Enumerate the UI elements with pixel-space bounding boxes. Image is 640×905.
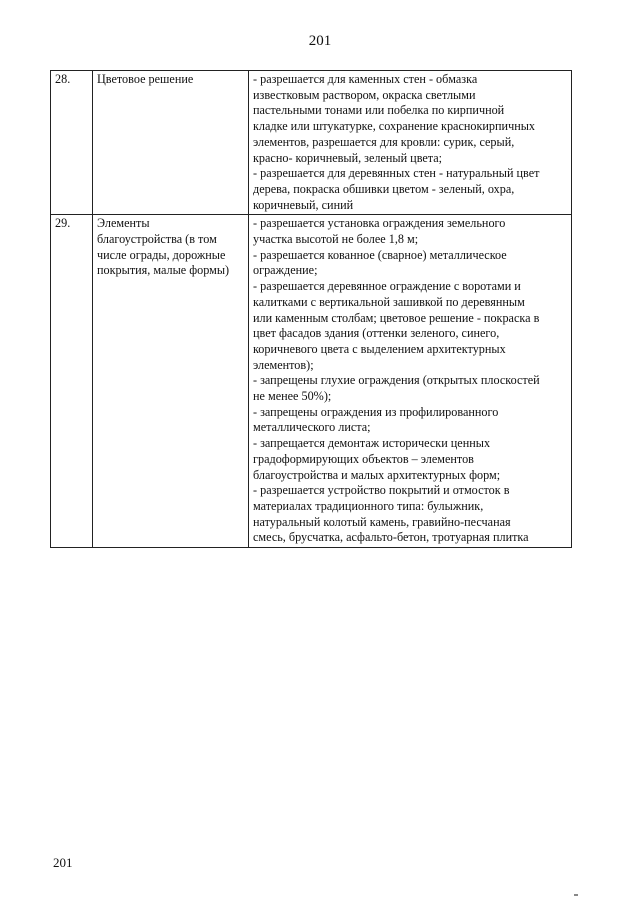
requirement-line: смесь, брусчатка, асфальто-бетон, тротуарная плитка bbox=[253, 530, 529, 545]
requirement-line: благоустройства и малых архитектурных форм; bbox=[253, 467, 501, 482]
row-requirements bbox=[249, 215, 572, 548]
requirement-line: калитками с вертикальной зашивкой по деревянным bbox=[253, 294, 525, 309]
row-title-line: покрытия, малые формы) bbox=[97, 263, 230, 278]
row-number: 29. bbox=[51, 215, 93, 548]
row-number: 28. bbox=[51, 71, 93, 215]
requirement-line: коричневого цвета с выделением архитектурных bbox=[253, 341, 506, 356]
table-body bbox=[51, 71, 572, 548]
scan-speck bbox=[574, 894, 578, 896]
table-row bbox=[51, 71, 572, 215]
requirement-line: элементов); bbox=[253, 357, 314, 372]
requirement-line: - разрешается установка ограждения земельного bbox=[253, 216, 506, 231]
requirement-line: - разрешается для каменных стен - обмазка bbox=[253, 72, 478, 86]
requirement-line: градоформирующих объектов – элементов bbox=[253, 451, 474, 466]
requirements-table bbox=[50, 70, 572, 548]
requirement-line: красно- коричневый, зеленый цвета; bbox=[253, 150, 443, 165]
page-number-bottom: 201 bbox=[53, 855, 73, 870]
requirement-line: элементов, разрешается для кровли: сурик, серый, bbox=[253, 134, 515, 149]
page-number-top: 201 bbox=[308, 33, 332, 49]
requirement-line: пастельными тонами или побелка по кирпичной bbox=[253, 103, 505, 118]
table-row bbox=[51, 215, 572, 548]
requirement-line: металлического листа; bbox=[253, 420, 371, 435]
requirement-line: - разрешается для деревянных стен - натуральный цвет bbox=[253, 166, 540, 181]
row-title-line: числе ограды, дорожные bbox=[97, 247, 226, 262]
requirement-line: известковым раствором, окраска светлыми bbox=[253, 87, 476, 102]
requirement-line: ограждение; bbox=[253, 263, 318, 278]
requirement-line: или каменным столбам; цветовое решение - покраска в bbox=[253, 310, 540, 325]
row-requirements bbox=[249, 71, 572, 215]
requirement-line: - разрешается устройство покрытий и отмосток в bbox=[253, 483, 510, 498]
row-title-line: Цветовое решение bbox=[97, 72, 194, 86]
requirement-line: - запрещены глухие ограждения (открытых плоскостей bbox=[253, 373, 540, 388]
requirement-line: материалах традиционного типа: булыжник, bbox=[253, 498, 484, 513]
requirement-line: коричневый, синий bbox=[253, 197, 354, 212]
requirement-line: дерева, покраска обшивки цветом - зеленый, охра, bbox=[253, 181, 515, 196]
requirement-line: - разрешается деревянное ограждение с воротами и bbox=[253, 279, 521, 294]
requirement-line: кладке или штукатурке, сохранение краснокирпичных bbox=[253, 119, 536, 134]
requirement-line: - запрещается демонтаж исторически ценных bbox=[253, 436, 491, 451]
requirement-line: цвет фасадов здания (оттенки зеленого, синего, bbox=[253, 326, 500, 341]
row-title bbox=[93, 215, 249, 548]
requirement-line: - запрещены ограждения из профилированного bbox=[253, 404, 499, 419]
requirement-line: участка высотой не более 1,8 м; bbox=[253, 232, 419, 247]
row-title-line: благоустройства (в том bbox=[97, 232, 217, 247]
row-title-line: Элементы bbox=[97, 216, 150, 231]
requirement-line: - разрешается кованное (сварное) металлическое bbox=[253, 247, 507, 262]
requirement-line: натуральный колотый камень, гравийно-песчаная bbox=[253, 514, 511, 529]
row-title bbox=[93, 71, 249, 215]
requirement-line: не менее 50%); bbox=[253, 389, 332, 404]
